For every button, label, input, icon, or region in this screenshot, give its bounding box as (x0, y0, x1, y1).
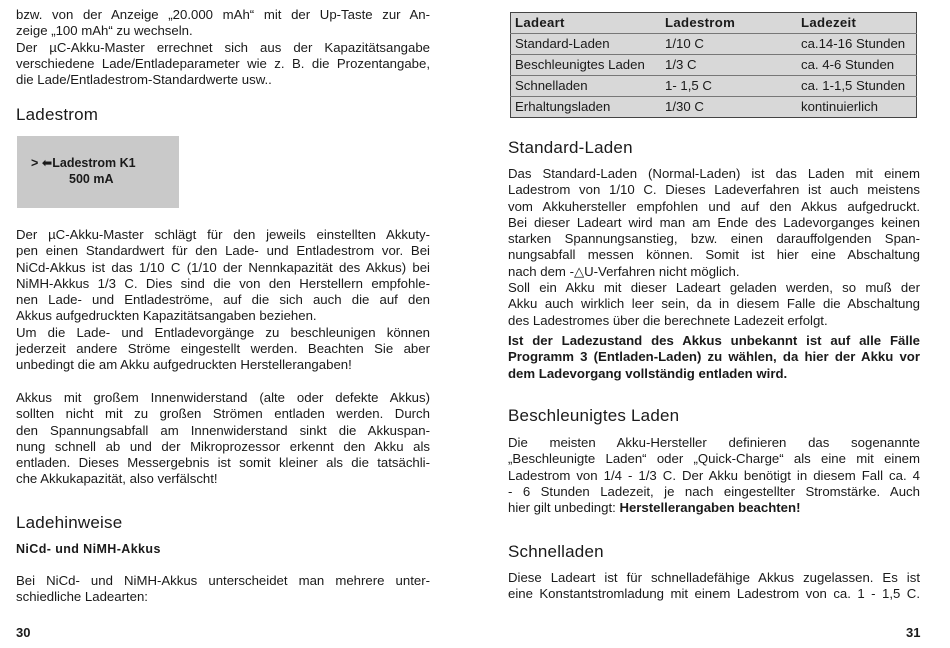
table-header-cell: Ladezeit (801, 14, 857, 30)
table-cell: 1/30 C (661, 97, 797, 118)
table-cell: ca. 1-1,5 Stunden (797, 76, 917, 97)
heading-schnelladen: Schnelladen (508, 542, 604, 561)
text-line: Der µC-Akku-Master schlägt für den jeweils einstellten Akkuty- (16, 227, 430, 242)
table-cell: Schnelladen (511, 76, 662, 97)
heading-standard-laden: Standard-Laden (508, 138, 633, 157)
intro-paragraph (16, 7, 430, 88)
table-cell: Standard-Laden (511, 34, 662, 55)
table-header-cell: Ladestrom (665, 14, 736, 30)
schnelladen-paragraph (508, 570, 920, 603)
text-line: Bei NiCd- und NiMH-Akkus unterscheidet man mehrere unter- (16, 573, 430, 588)
table-header-row (511, 13, 917, 34)
text-line: - 6 Stunden Ladezeit, je nach eingestellter Stromstärke. Auch (508, 483, 920, 499)
text-line: Diese Ladeart ist für schnelladefähige Akkus zugelassen. Es ist (508, 570, 920, 585)
table-row (511, 34, 917, 55)
text-line: des Ladestromes über die berechnete Ladezeit erfolgt. (508, 312, 828, 328)
text-line: Ist der Ladezustand des Akkus unbekannt ist auf alle Fälle (508, 333, 920, 348)
table-cell: ca.14-16 Stunden (797, 34, 917, 55)
table-row (511, 55, 917, 76)
display-line-2: 500 mA (69, 172, 114, 186)
table-cell: Beschleunigtes Laden (511, 55, 662, 76)
standard-laden-warning (508, 333, 920, 382)
heading-ladestrom: Ladestrom (16, 105, 99, 124)
text-line: Soll ein Akku mit dieser Ladeart geladen werden, so muß der (508, 280, 920, 296)
text-line: nungsabfall messen können. Somit ist hier eine Abschaltung (508, 247, 920, 263)
text-line: entladen. Dieses Messergebnis ist somit kleiner als die tatsächli- (16, 455, 430, 471)
text-line: eine Konstantstromladung mit einem Ladestrom von ca. 1 - 1,5 C. (508, 586, 920, 602)
text-line: Ladestrom von 1/10 C. Dieses Ladeverfahren ist auch meistens (508, 182, 920, 198)
text-line: Der µC-Akku-Master errechnet sich aus der Kapazitätsangabe (16, 39, 430, 55)
standard-laden-paragraph (508, 166, 920, 329)
table-cell: 1- 1,5 C (661, 76, 797, 97)
text-line: nach dem -△U-Verfahren nicht möglich. (508, 263, 740, 279)
table-cell: Erhaltungsladen (511, 97, 662, 118)
ladestrom-paragraph (16, 227, 430, 374)
beschleunigtes-laden-last-line (508, 500, 920, 516)
page-number-right: 31 (906, 625, 921, 640)
page-number-left: 30 (16, 625, 31, 640)
heading-ladehinweise: Ladehinweise (16, 513, 123, 532)
text-line: Die meisten Akku-Hersteller definieren das sogenannte (508, 435, 920, 450)
text-line: nung schnell ab und der Mikroprozessor erkennt den Akku als (16, 438, 430, 454)
ladearten-paragraph (16, 573, 430, 606)
text-line: unbedingt die am Akku aufgedruckten Herstellerangaben! (16, 357, 352, 373)
text-line: jederzeit andere Ströme eingestellt werden. Beachten Sie aber (16, 341, 430, 357)
herstellerangaben-note: Herstellerangaben beachten! (619, 500, 801, 516)
table-row (511, 97, 917, 118)
table-header-cell: Ladeart (515, 14, 565, 30)
text-line: Akkus aufgedruckten Kapazitätsangaben beziehen. (16, 308, 317, 324)
text-line: NiCd-Akkus ist das 1/10 C (1/10 der Nennkapazität des Akkus) bei (16, 259, 430, 275)
text-line: verschiedene Lade/Entladeparameter wie z. B. die Prozentangabe, (16, 55, 430, 71)
display-line-1: > ⬅Ladestrom K1 (31, 156, 136, 170)
text-line: schiedliche Ladearten: (16, 589, 148, 605)
text-line: die Lade/Entladestrom-Standardwerte usw.. (16, 72, 272, 88)
table-cell: ca. 4-6 Stunden (797, 55, 917, 76)
text-line: dem Ladevorgang vollständig entladen wird. (508, 365, 788, 381)
text-line: bzw. von der Anzeige „20.000 mAh“ mit der Up-Taste zur An- (16, 7, 430, 22)
last-line-prefix: hier gilt unbedingt: (508, 500, 620, 516)
heading-beschleunigtes-laden: Beschleunigtes Laden (508, 406, 680, 425)
text-line: sollten nicht mit zu großen Strömen entladen werden. Durch (16, 406, 430, 422)
text-line: nen Lade- und Entladeströme, auf die sich auch die auf den (16, 292, 430, 308)
device-display (17, 136, 179, 208)
beschleunigtes-laden-paragraph (508, 435, 920, 516)
text-line: Ladestrom von 1/4 - 1/3 C. Der Akku benötigt in diesem Fall ca. 4 (508, 467, 920, 483)
table-cell: 1/10 C (661, 34, 797, 55)
subheading-nicd-nimh: NiCd- und NiMH-Akkus (16, 542, 161, 556)
text-line: Akku auch wirklich leer sein, da in diesem Falle die Abschaltung (508, 296, 920, 312)
text-line: pen einen Standardwert für den Lade- und Entladestrom vor. Bei (16, 243, 430, 259)
text-line: Akkus mit großem Innenwiderstand (alte oder defekte Akkus) (16, 390, 430, 405)
text-line: NiMH-Akkus 1/3 C. Dies sind die von den Herstellern empfohle- (16, 275, 430, 291)
text-line: vom Akkuhersteller empfohlen und auf den Akkus aufgedruckt. (508, 198, 920, 214)
text-line: Bei dieser Ladeart wird man am Ende des Ladevorganges keinen (508, 214, 920, 230)
text-line: Das Standard-Laden (Normal-Laden) ist das Laden mit einem (508, 166, 920, 181)
ladearten-table (510, 12, 917, 118)
table-row (511, 76, 917, 97)
text-line: starken Spannungsanstieg, bzw. einen darauffolgenden Span- (508, 231, 920, 247)
innenwiderstand-paragraph (16, 390, 430, 488)
text-line: Um die Lade- und Entladevorgänge zu beschleunigen können (16, 324, 430, 340)
table-cell: kontinuierlich (797, 97, 917, 118)
text-line: zeige „100 mAh“ zu wechseln. (16, 23, 193, 39)
text-line: den Spannungsabfall am Innenwiderstand sinkt die Akkuspan- (16, 422, 430, 438)
text-line: „Beschleunigte Laden“ oder „Quick-Charge“ als eine mit einem (508, 451, 920, 467)
text-line: Programm 3 (Entladen-Laden) zu wählen, da hier der Akku vor (508, 349, 920, 365)
table-cell: 1/3 C (661, 55, 797, 76)
text-line: che Akkukapazität, also verfälscht! (16, 471, 218, 487)
